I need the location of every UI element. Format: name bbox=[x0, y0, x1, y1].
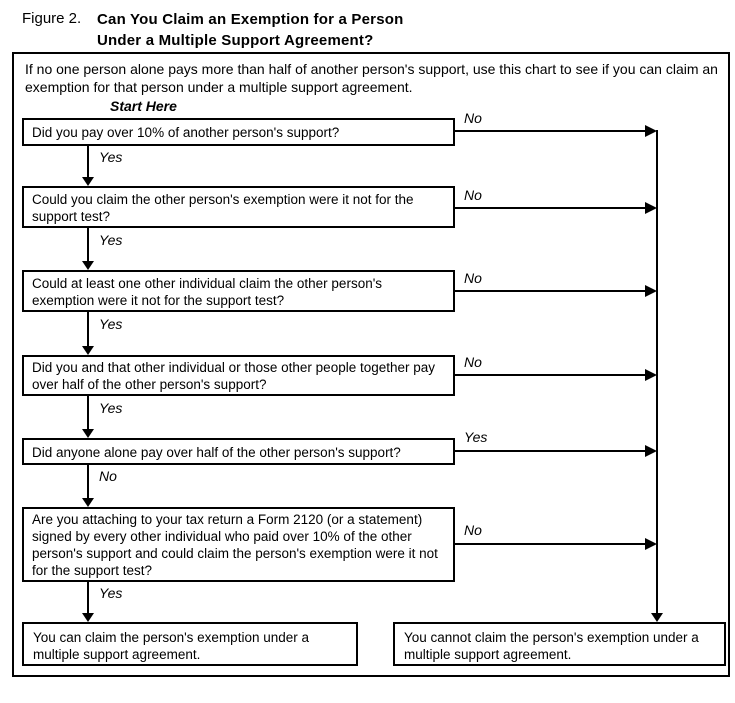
connector-q5-down-line bbox=[87, 465, 89, 501]
q2-down-label: Yes bbox=[99, 232, 123, 248]
q5-down-label: No bbox=[99, 468, 117, 484]
question-text-4: Did you and that other individual or those other people together pay over half of the other person's support? bbox=[32, 360, 436, 392]
connector-q2-right-line bbox=[455, 207, 646, 209]
flowchart-canvas bbox=[12, 52, 730, 677]
q3-down-arrowhead-icon bbox=[82, 346, 94, 355]
connector-q4-down-line bbox=[87, 396, 89, 431]
connector-q4-right-line bbox=[455, 374, 646, 376]
question-text-1: Did you pay over 10% of another person's support? bbox=[32, 125, 340, 140]
result-box-can bbox=[22, 622, 358, 666]
q6-down-label: Yes bbox=[99, 585, 123, 601]
question-box-4 bbox=[22, 355, 455, 396]
q1-right-label: No bbox=[464, 110, 482, 126]
result-text-can: You can claim the person's exemption under a multiple support agreement. bbox=[33, 630, 309, 662]
q2-down-arrowhead-icon bbox=[82, 261, 94, 270]
q6-right-label: No bbox=[464, 522, 482, 538]
q4-right-label: No bbox=[464, 354, 482, 370]
connector-collector-line bbox=[656, 130, 658, 613]
question-box-6 bbox=[22, 507, 455, 582]
question-box-5 bbox=[22, 438, 455, 465]
q4-down-label: Yes bbox=[99, 400, 123, 416]
q4-down-arrowhead-icon bbox=[82, 429, 94, 438]
question-box-3 bbox=[22, 270, 455, 312]
question-text-3: Could at least one other individual claim the other person's exemption were it not for the support test? bbox=[32, 275, 383, 308]
question-text-2: Could you claim the other person's exemption were it not for the support test? bbox=[32, 191, 414, 224]
figure-title-line2: Under a Multiple Support Agreement? bbox=[97, 32, 374, 49]
start-here-label: Start Here bbox=[110, 98, 177, 114]
result-box-cannot bbox=[393, 622, 726, 666]
connector-q6-right-line bbox=[455, 543, 646, 545]
connector-q5-right-line bbox=[455, 450, 646, 452]
q1-down-label: Yes bbox=[99, 149, 123, 165]
figure-title-line1: Can You Claim an Exemption for a Person bbox=[97, 11, 404, 28]
question-text-6: Are you attaching to your tax return a Form 2120 (or a statement) signed by every other individual who paid over 10% of the other person's support and could claim the person's exemption were it not for the support test? bbox=[32, 512, 438, 578]
connector-q3-right-line bbox=[455, 290, 646, 292]
q6-down-arrowhead-icon bbox=[82, 613, 94, 622]
question-box-1 bbox=[22, 118, 455, 146]
question-box-2 bbox=[22, 186, 455, 228]
q5-right-label: Yes bbox=[464, 429, 488, 445]
q2-right-label: No bbox=[464, 187, 482, 203]
connector-q2-down-line bbox=[87, 228, 89, 263]
connector-q1-down-line bbox=[87, 146, 89, 179]
collector-arrowhead-icon bbox=[651, 613, 663, 622]
q5-down-arrowhead-icon bbox=[82, 498, 94, 507]
question-text-5: Did anyone alone pay over half of the other person's support? bbox=[32, 444, 401, 460]
q3-right-label: No bbox=[464, 270, 482, 286]
connector-q6-down-line bbox=[87, 582, 89, 615]
connector-q1-right-line bbox=[455, 130, 646, 132]
result-text-cannot: You cannot claim the person's exemption under a multiple support agreement. bbox=[404, 630, 699, 662]
figure-label: Figure 2. bbox=[22, 10, 82, 27]
intro-text: If no one person alone pays more than half of another person's support, use this chart to see if you can claim an exemption for that person under a multiple support agreement. bbox=[25, 61, 718, 95]
q3-down-label: Yes bbox=[99, 316, 123, 332]
q1-down-arrowhead-icon bbox=[82, 177, 94, 186]
figure-title bbox=[97, 9, 403, 51]
connector-q3-down-line bbox=[87, 312, 89, 347]
